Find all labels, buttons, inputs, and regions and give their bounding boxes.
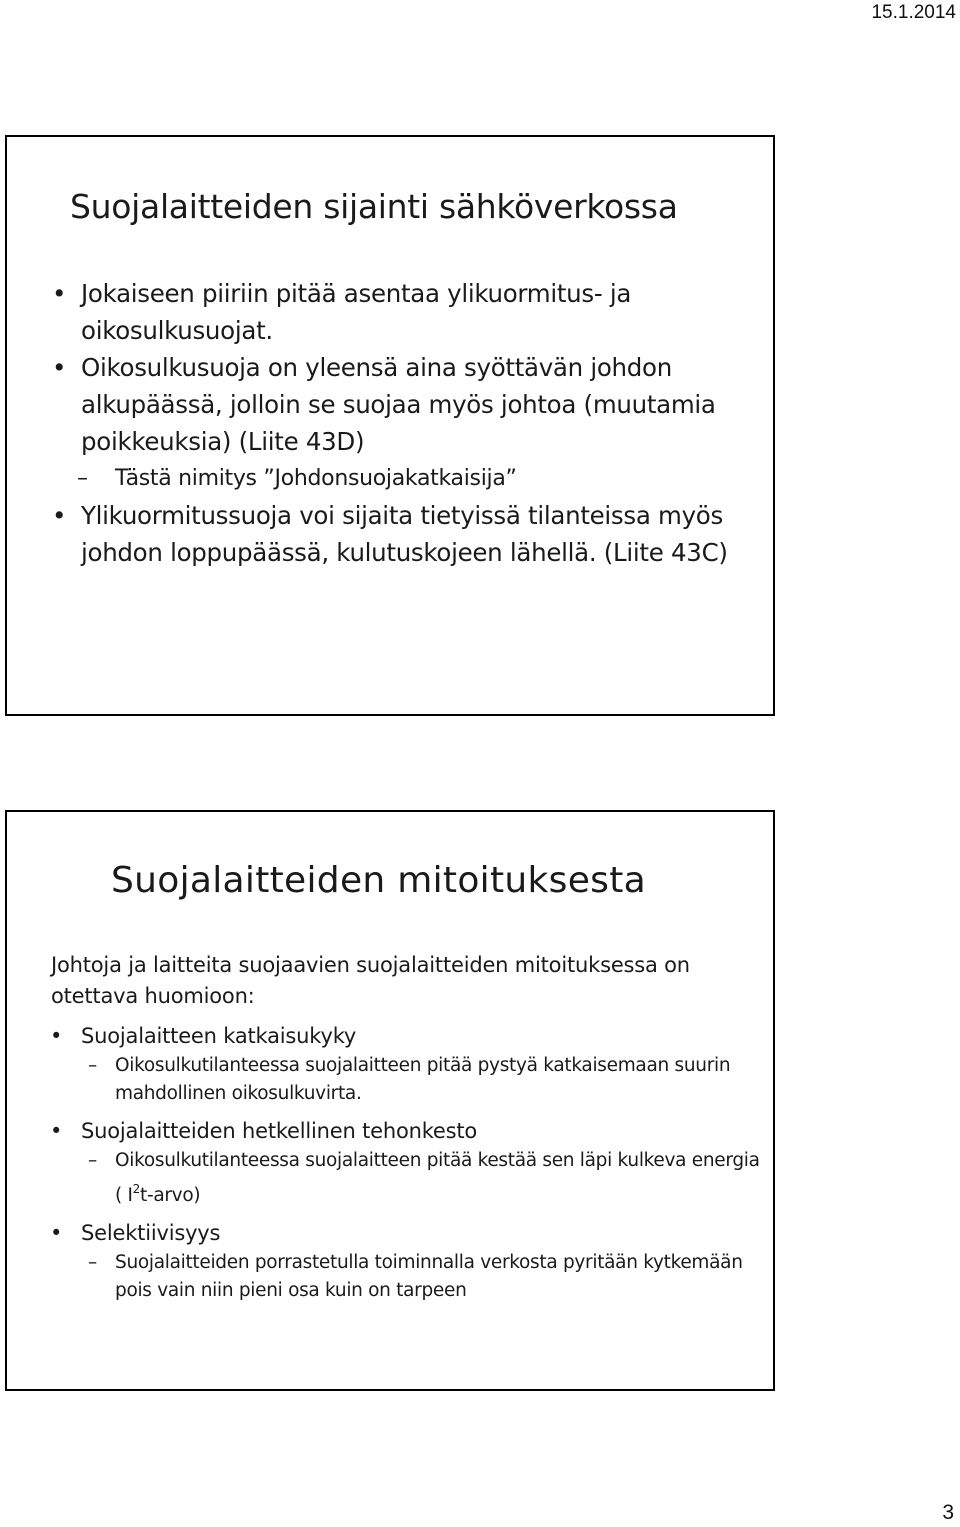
slide-1-bullet-list [7, 275, 767, 571]
sub-bullet-text-suffix: t-arvo) [140, 1185, 201, 1206]
bullet-text: Suojalaitteiden hetkellinen tehonkesto [81, 1119, 478, 1143]
dash-icon: – [88, 1150, 97, 1171]
list-item [7, 1021, 767, 1052]
sub-list-item [7, 1249, 767, 1305]
list-item [7, 1116, 767, 1147]
slide-2 [5, 810, 775, 1391]
slide-2-title: Suojalaitteiden mitoituksesta [111, 860, 646, 901]
bullet-text: Jokaiseen piiriin pitää asentaa ylikuormitus- ja oikosulkusuojat. [81, 279, 632, 345]
sub-list-item [7, 1147, 767, 1210]
list-item [7, 275, 767, 349]
bullet-text: Ylikuormitussuoja voi sijaita tietyissä tilanteissa myös johdon loppupäässä, kulutuskojeen lähellä. (Liite 43C) [81, 501, 728, 567]
bullet-icon: • [50, 1119, 63, 1143]
bullet-text: Suojalaitteen katkaisukyky [81, 1024, 357, 1048]
sub-bullet-text: Suojalaitteiden porrastetulla toiminnalla verkosta pyritään kytkemään pois vain niin pieni osa kuin on tarpeen [115, 1252, 743, 1301]
dash-icon: – [88, 1252, 97, 1273]
bullet-text: Selektiivisyys [81, 1221, 221, 1245]
dash-icon: – [88, 1055, 97, 1076]
bullet-icon: • [50, 1024, 63, 1048]
bullet-icon: • [52, 501, 67, 530]
slide-2-intro: Johtoja ja laitteita suojaavien suojalaitteiden mitoituksessa on otettava huomioon: [51, 953, 690, 1008]
slide-2-bullet-list [7, 1021, 767, 1313]
slide-1-title: Suojalaitteiden sijainti sähköverkossa [70, 187, 678, 226]
superscript-two: 2 [132, 1182, 140, 1196]
sub-bullet-text-prefix: Oikosulkutilanteessa suojalaitteen pitää kestää sen läpi kulkeva energia ( I [115, 1150, 760, 1206]
list-item [7, 1218, 767, 1249]
slide-1 [5, 135, 775, 716]
sub-list-item [7, 1052, 767, 1108]
list-item [7, 497, 767, 571]
page-date: 15.1.2014 [871, 2, 956, 23]
bullet-icon: • [52, 279, 67, 308]
dash-icon: – [77, 466, 88, 491]
sub-list-item [7, 460, 767, 497]
sub-bullet-text: Tästä nimitys ”Johdonsuojakatkaisija” [115, 466, 517, 491]
bullet-icon: • [50, 1221, 63, 1245]
page-number: 3 [942, 1501, 954, 1524]
bullet-icon: • [52, 353, 67, 382]
list-item [7, 349, 767, 460]
bullet-text: Oikosulkusuoja on yleensä aina syöttävän johdon alkupäässä, jolloin se suojaa myös johtoa (muutamia poikkeuksia) (Liite 43D) [81, 353, 716, 456]
sub-bullet-text: Oikosulkutilanteessa suojalaitteen pitää pystyä katkaisemaan suurin mahdollinen oikosulkuvirta. [115, 1055, 731, 1104]
